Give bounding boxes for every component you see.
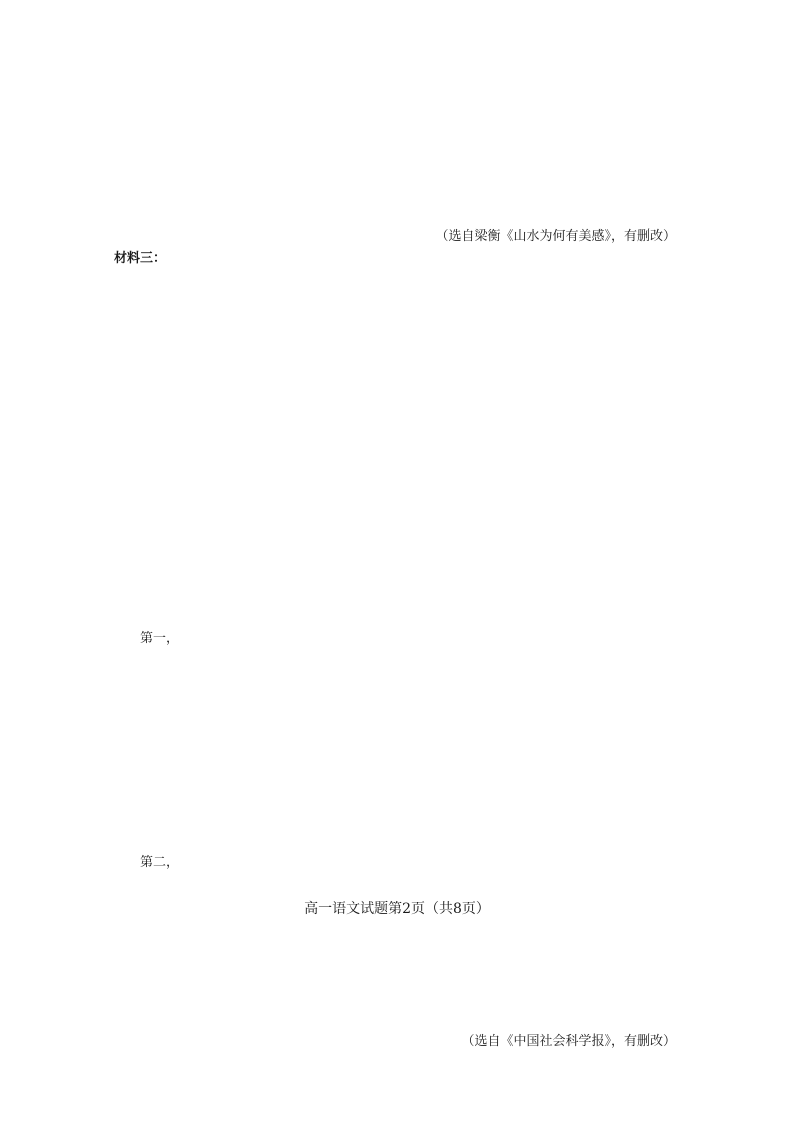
material3-title: 材料三： (114, 251, 167, 267)
material2-paragraph (114, 92, 680, 226)
material3-paragraph-2 (114, 606, 680, 628)
material2-source: （选自梁衡《山水为何有美感》，有删改） (435, 229, 676, 244)
material3-source: （选自《中国社会科学报》，有删改） (461, 1033, 676, 1049)
page-footer: 高一语文试题第2页（共8页） (304, 901, 490, 917)
material3-paragraph-3: 第一， (140, 630, 180, 646)
material3-paragraph-4: 第二， (140, 854, 180, 870)
material3-paragraph-1 (114, 271, 680, 606)
